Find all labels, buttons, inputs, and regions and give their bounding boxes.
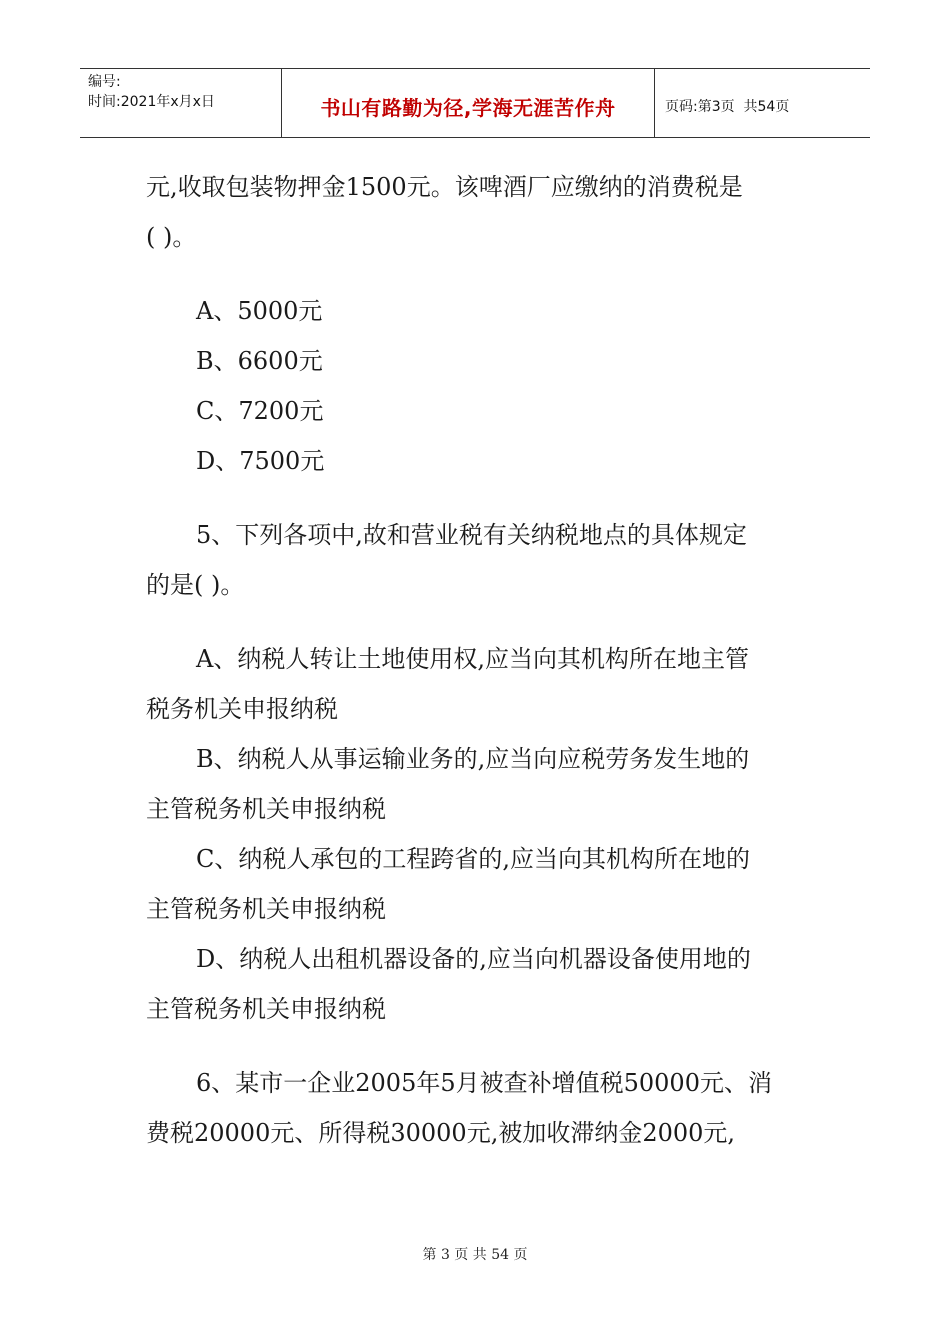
question-5-stem-line-1: 5、下列各项中,故和营业税有关纳税地点的具体规定 [196,521,747,549]
page-footer: 第 3 页 共 54 页 [422,1247,528,1263]
question-4-option-a: A、5000元 [196,297,323,325]
question-5-option-c-line-2: 主管税务机关申报纳税 [146,895,386,923]
document-time-label: 时间:2021年x月x日 [88,94,215,110]
question-5-option-b-line-2: 主管税务机关申报纳税 [146,795,386,823]
document-number-label: 编号: [88,74,121,90]
question-5-stem-line-2: 的是( )。 [146,571,245,599]
question-6-stem-line-1: 6、某市一企业2005年5月被查补增值税50000元、消 [196,1069,772,1097]
header-page-info [655,69,870,137]
question-4-continuation-line-1: 元,收取包装物押金1500元。该啤酒厂应缴纳的消费税是 [146,173,743,201]
page-header [80,68,870,138]
question-4-option-b: B、6600元 [196,347,323,375]
paragraph-gap [146,610,806,634]
header-meta [80,69,282,137]
paragraph-gap [146,1034,806,1058]
question-5-option-c-line-1: C、纳税人承包的工程跨省的,应当向其机构所在地的 [196,845,750,873]
question-6-stem-line-2: 费税20000元、所得税30000元,被加收滞纳金2000元, [146,1119,736,1147]
question-5-option-a-line-1: A、纳税人转让土地使用权,应当向其机构所在地主管 [196,645,749,673]
question-4-option-d: D、7500元 [196,447,325,475]
header-motto [282,69,655,137]
page-info-text: 页码:第3页 共54页 [665,99,790,115]
question-5-option-b-line-1: B、纳税人从事运输业务的,应当向应税劳务发生地的 [196,745,750,773]
document-body [146,162,806,1158]
question-5-option-d-line-2: 主管税务机关申报纳税 [146,995,386,1023]
question-5-option-a-line-2: 税务机关申报纳税 [146,695,338,723]
paragraph-gap [146,486,806,510]
question-4-continuation-line-2: ( )。 [146,223,197,251]
paragraph-gap [146,262,806,286]
question-4-option-c: C、7200元 [196,397,324,425]
motto-text: 书山有路勤为径,学海无涯苦作舟 [320,95,616,120]
question-5-option-d-line-1: D、纳税人出租机器设备的,应当向机器设备使用地的 [196,945,751,973]
